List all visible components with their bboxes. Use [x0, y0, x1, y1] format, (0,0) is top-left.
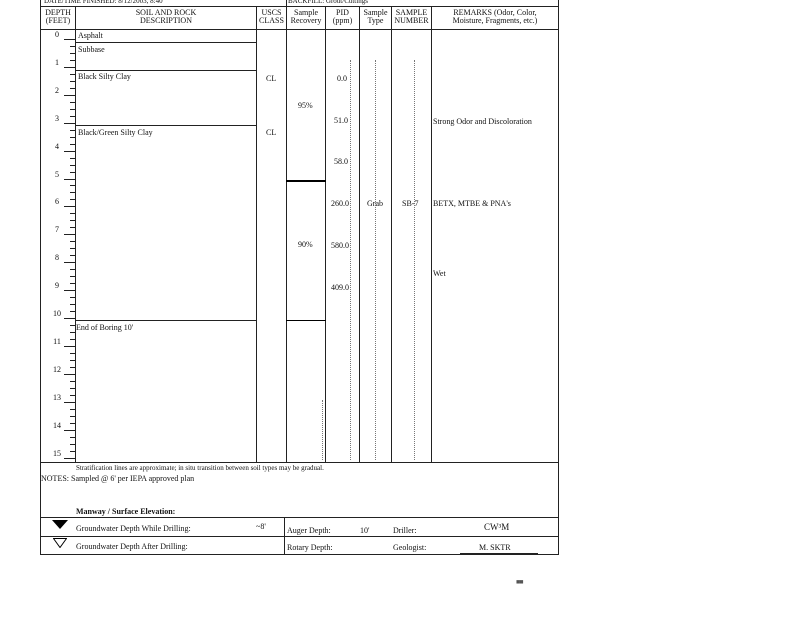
depth-minor-tick — [70, 158, 75, 159]
depth-minor-tick — [70, 437, 75, 438]
log-bottom-line — [40, 462, 559, 463]
depth-label-1: 1 — [55, 57, 59, 67]
depth-minor-tick — [70, 109, 75, 110]
col-pid-line2: (ppm) — [332, 16, 353, 25]
frame-bottom — [40, 554, 559, 555]
depth-label-14: 14 — [53, 420, 61, 430]
notes-text: Sampled @ 6' per IEPA approved plan — [71, 474, 195, 483]
gw-after-drilling-icon — [53, 538, 67, 548]
col-remarks-line1: REMARKS (Odor, Color, — [453, 8, 537, 17]
depth-minor-tick — [70, 199, 75, 200]
gw-after-drilling-label: Groundwater Depth After Drilling: — [76, 542, 188, 551]
driller-label: Driller: — [393, 526, 417, 535]
rotary-depth-label: Rotary Depth: — [287, 543, 333, 552]
col-recovery-line2: Recovery — [290, 16, 322, 25]
depth-minor-tick — [70, 81, 75, 82]
recovery-guide — [322, 400, 323, 460]
depth-minor-tick — [70, 53, 75, 54]
uscs-class-2: CL — [266, 128, 277, 137]
depth-major-tick — [64, 402, 75, 403]
depth-major-tick — [64, 262, 75, 263]
div-soil — [256, 6, 257, 462]
depth-major-tick — [64, 318, 75, 319]
col-soil-header — [76, 9, 256, 25]
depth-minor-tick — [70, 255, 75, 256]
depth-minor-tick — [70, 304, 75, 305]
geologist-value: M. SKTR — [479, 543, 511, 552]
layer-line-end — [75, 320, 256, 321]
col-number-line1: SAMPLE — [395, 8, 428, 17]
depth-label-0: 0 — [55, 30, 59, 39]
depth-major-tick — [64, 374, 75, 375]
col-pid-line1: PID — [336, 8, 349, 17]
col-pid-header — [326, 9, 359, 25]
depth-major-tick — [64, 123, 75, 124]
depth-label-13: 13 — [53, 392, 61, 402]
depth-minor-tick — [70, 102, 75, 103]
col-depth-line2: (FEET) — [45, 16, 71, 25]
col-uscs-line2: CLASS — [259, 16, 284, 25]
depth-label-11: 11 — [53, 336, 61, 346]
driller-underline — [460, 536, 538, 537]
soil-black-green-silty-clay: Black/Green Silty Clay — [78, 128, 153, 137]
depth-major-tick — [64, 458, 75, 459]
remark-odor: Strong Odor and Discoloration — [433, 117, 532, 126]
uscs-class-1: CL — [266, 74, 277, 83]
recovery-run-2-bottom — [286, 320, 326, 321]
recovery-run-1-top — [286, 180, 326, 182]
depth-minor-tick — [70, 276, 75, 277]
depth-minor-tick — [70, 388, 75, 389]
div-pid — [359, 6, 360, 462]
depth-major-tick — [64, 67, 75, 68]
pid-value-4: 260.0 — [331, 199, 349, 208]
depth-minor-tick — [70, 220, 75, 221]
depth-major-tick — [64, 430, 75, 431]
depth-label-6: 6 — [55, 197, 59, 207]
col-soil-line1: SOIL AND ROCK — [135, 8, 197, 17]
soil-asphalt: Asphalt — [78, 31, 103, 40]
depth-minor-tick — [70, 297, 75, 298]
gw-while-drilling-value: ~8' — [256, 522, 266, 531]
col-remarks-line2: Moisture, Fragments, etc.) — [452, 16, 538, 25]
auger-depth-value: 10' — [360, 526, 370, 535]
recovery-run-1: 95% — [298, 101, 313, 110]
depth-label-15: 15 — [53, 448, 61, 458]
col-uscs-header — [257, 9, 286, 25]
div-uscs — [286, 0, 287, 462]
frame-right — [558, 0, 559, 555]
depth-minor-tick — [70, 325, 75, 326]
depth-label-2: 2 — [55, 85, 59, 95]
depth-minor-tick — [70, 116, 75, 117]
depth-minor-tick — [70, 88, 75, 89]
col-type-line1: Sample — [363, 8, 388, 17]
depth-minor-tick — [70, 395, 75, 396]
depth-minor-tick — [70, 248, 75, 249]
pid-value-3: 58.0 — [334, 157, 348, 166]
depth-minor-tick — [70, 416, 75, 417]
depth-major-tick — [64, 151, 75, 152]
layer-line-asphalt — [75, 42, 256, 43]
header-date-finished: DATE/TIME FINISHED: 8/12/2003, 8:40 — [44, 0, 163, 5]
div-type — [391, 6, 392, 462]
depth-minor-tick — [70, 74, 75, 75]
sample-type: Grab — [367, 199, 383, 208]
depth-major-tick — [64, 346, 75, 347]
depth-major-tick — [64, 95, 75, 96]
depth-minor-tick — [70, 451, 75, 452]
manway-line — [40, 517, 559, 518]
col-number-line2: NUMBER — [394, 16, 429, 25]
depth-label-8: 8 — [55, 253, 59, 263]
col-number-header — [392, 9, 431, 25]
depth-minor-tick — [70, 332, 75, 333]
depth-minor-tick — [70, 283, 75, 284]
depth-major-tick — [64, 290, 75, 291]
type-guide — [375, 60, 376, 460]
depth-minor-tick — [70, 46, 75, 47]
depth-major-tick — [64, 179, 75, 180]
soil-subbase: Subbase — [78, 45, 105, 54]
col-type-line2: Type — [367, 16, 384, 25]
col-recovery-header — [287, 9, 325, 25]
col-uscs-line1: USCS — [261, 8, 282, 17]
div-recovery — [325, 6, 326, 462]
depth-minor-tick — [70, 444, 75, 445]
soil-black-silty-clay: Black Silty Clay — [78, 72, 131, 81]
layer-line-subbase — [75, 70, 256, 71]
remark-wet: Wet — [433, 269, 446, 278]
layer-line-black-clay — [75, 125, 256, 126]
div-number — [431, 6, 432, 462]
depth-minor-tick — [70, 423, 75, 424]
gw-while-drilling-label: Groundwater Depth While Drilling: — [76, 524, 191, 533]
pid-value-2: 51.0 — [334, 116, 348, 125]
sample-number: SB-7 — [402, 199, 419, 208]
col-depth-header — [41, 9, 75, 25]
header-top-line — [40, 6, 559, 7]
depth-minor-tick — [70, 213, 75, 214]
soil-end-of-boring: End of Boring 10' — [76, 323, 134, 332]
geologist-underline — [460, 553, 538, 554]
depth-label-9: 9 — [55, 281, 59, 291]
depth-minor-tick — [70, 353, 75, 354]
depth-label-12: 12 — [53, 364, 61, 374]
footer-divider — [284, 517, 285, 555]
gw-while-drilling-icon — [52, 520, 68, 529]
header-bottom-line — [40, 29, 559, 30]
pid-guide — [350, 60, 351, 460]
div-depth — [75, 6, 76, 462]
number-guide — [414, 60, 415, 460]
page-mark: ■■ — [516, 578, 523, 586]
depth-minor-tick — [70, 185, 75, 186]
col-recovery-line1: Sample — [294, 8, 318, 17]
header-backfill: BACKFILL: Grout/Cuttings — [288, 0, 368, 5]
depth-minor-tick — [70, 311, 75, 312]
geologist-label: Geologist: — [393, 543, 427, 552]
depth-minor-tick — [70, 172, 75, 173]
depth-major-tick — [64, 234, 75, 235]
depth-minor-tick — [70, 192, 75, 193]
depth-minor-tick — [70, 60, 75, 61]
remark-analysis: BETX, MTBE & PNA's — [433, 199, 511, 208]
depth-major-tick — [64, 39, 75, 40]
depth-label-7: 7 — [55, 225, 59, 235]
depth-major-tick — [64, 206, 75, 207]
depth-label-4: 4 — [55, 141, 59, 151]
depth-label-10: 10 — [53, 309, 61, 318]
depth-minor-tick — [70, 241, 75, 242]
auger-depth-label: Auger Depth: — [287, 526, 331, 535]
depth-minor-tick — [70, 360, 75, 361]
col-depth-line1: DEPTH — [45, 8, 71, 17]
depth-minor-tick — [70, 367, 75, 368]
depth-minor-tick — [70, 165, 75, 166]
driller-value: CW³M — [484, 522, 510, 532]
notes-label: NOTES: — [41, 474, 69, 483]
pid-value-6: 409.0 — [331, 283, 349, 292]
col-soil-line2: DESCRIPTION — [139, 16, 192, 25]
frame-left — [40, 0, 41, 555]
stratification-note: Stratification lines are approximate; in situ transition between soil types may be gradual. — [76, 464, 324, 472]
depth-minor-tick — [70, 339, 75, 340]
col-remarks-header — [432, 9, 558, 25]
col-type-header — [360, 9, 391, 25]
recovery-run-2: 90% — [298, 240, 313, 249]
depth-minor-tick — [70, 409, 75, 410]
pid-value-5: 580.0 — [331, 241, 349, 250]
depth-minor-tick — [70, 227, 75, 228]
depth-minor-tick — [70, 130, 75, 131]
pid-value-1: 0.0 — [337, 74, 347, 83]
depth-minor-tick — [70, 269, 75, 270]
depth-minor-tick — [70, 381, 75, 382]
depth-minor-tick — [70, 137, 75, 138]
depth-minor-tick — [70, 144, 75, 145]
depth-label-3: 3 — [55, 113, 59, 123]
manway-elevation-label: Manway / Surface Elevation: — [76, 507, 176, 516]
depth-label-5: 5 — [55, 169, 59, 179]
